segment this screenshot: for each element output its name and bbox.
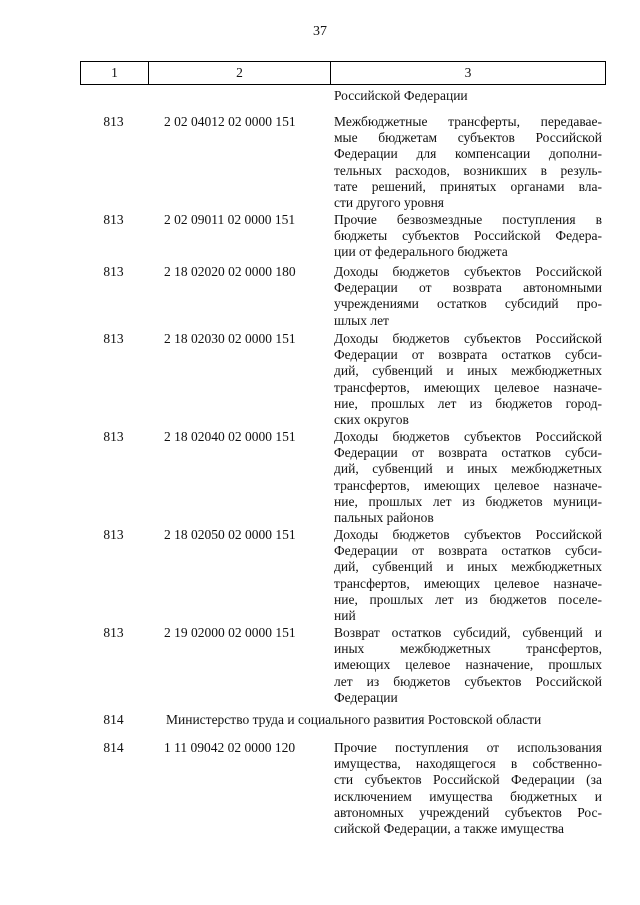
description-line: дий, субвенций и иных межбюджетных	[334, 559, 602, 575]
kbk-code: 2 02 04012 02 0000 151	[164, 114, 296, 129]
admin-code: 813	[103, 114, 124, 129]
description-line: лет из бюджетов субъектов Российской	[334, 673, 602, 689]
description-line: Возврат остатков субсидий, субвенций и	[334, 625, 602, 640]
description-line: дий, субвенций и иных межбюджетных	[334, 363, 602, 379]
ministry-name: Министерство труда и социального развития Ростовской области	[166, 712, 542, 727]
header-col-2: 2	[149, 62, 331, 84]
description-line: Прочие безвозмездные поступления в	[334, 212, 602, 227]
admin-code: 813	[103, 625, 124, 640]
description-line: исключением имущества бюджетных и	[334, 788, 602, 804]
description-line: Доходы бюджетов субъектов Российской	[334, 429, 602, 444]
description-line: Прочие поступления от использования	[334, 740, 602, 755]
description	[334, 740, 602, 837]
description-line: Федерации от возврата автономными	[334, 280, 602, 296]
kbk-code: 2 18 02030 02 0000 151	[164, 331, 296, 346]
description	[334, 212, 602, 261]
description-line: ских округов	[334, 412, 409, 428]
description-line: ние, прошлых лет из бюджетов муници-	[334, 493, 602, 509]
admin-code: 813	[103, 212, 124, 227]
admin-code: 813	[103, 264, 124, 279]
description-line: имущества, находящегося в собственно-	[334, 756, 602, 772]
description-line: ний	[334, 608, 356, 624]
description-line: Доходы бюджетов субъектов Российской	[334, 331, 602, 346]
kbk-code: 2 02 09011 02 0000 151	[164, 212, 296, 227]
kbk-code: 2 18 02050 02 0000 151	[164, 527, 296, 542]
description-line: пальных районов	[334, 510, 434, 526]
description-line: имеющих целевое назначение, прошлых	[334, 657, 602, 673]
description	[334, 429, 602, 526]
description	[334, 331, 602, 428]
admin-code: 813	[103, 331, 124, 346]
description	[334, 625, 602, 706]
table-header	[80, 61, 606, 85]
continued-text: Российской Федерации	[334, 88, 468, 103]
kbk-code: 2 18 02040 02 0000 151	[164, 429, 296, 444]
admin-code: 813	[103, 527, 124, 542]
admin-code: 814	[103, 712, 124, 727]
description-line: Федерации от возврата остатков субси-	[334, 445, 602, 461]
page-number: 37	[313, 24, 327, 39]
description-line: автономных учреждений субъектов Рос-	[334, 804, 602, 820]
description-line: ции от федерального бюджета	[334, 244, 508, 260]
description-line: трансфертов, имеющих целевое назначе-	[334, 477, 602, 493]
header-col-1: 1	[81, 62, 149, 84]
description	[334, 114, 602, 211]
description-line: учреждениями остатков субсидий про-	[334, 296, 602, 312]
description-line: Федерации от возврата остатков субси-	[334, 347, 602, 363]
description-line: тельных расходов, возникших в резуль-	[334, 162, 602, 178]
description-line: Федерации от возврата остатков субси-	[334, 543, 602, 559]
description-line: шлых лет	[334, 312, 389, 328]
description-line: ние, прошлых лет из бюджетов город-	[334, 395, 602, 411]
admin-code: 813	[103, 429, 124, 444]
header-col-3: 3	[464, 65, 472, 80]
description-line: Межбюджетные трансферты, передавае-	[334, 114, 602, 129]
description-line: дий, субвенций и иных межбюджетных	[334, 461, 602, 477]
description-line: Федерации	[334, 689, 398, 705]
admin-code: 814	[103, 740, 124, 755]
kbk-code: 2 19 02000 02 0000 151	[164, 625, 296, 640]
description-line: трансфертов, имеющих целевое назначе-	[334, 379, 602, 395]
description-line: тате решений, принятых органами вла-	[334, 178, 602, 194]
description-line: сти субъектов Российской Федерации (за	[334, 772, 602, 788]
description-line: бюджеты субъектов Российской Федера-	[334, 228, 602, 244]
description-line: трансфертов, имеющих целевое назначе-	[334, 575, 602, 591]
description-line: сти другого уровня	[334, 195, 445, 211]
description	[334, 264, 602, 329]
description	[334, 527, 602, 624]
description-line: сийской Федерации, а также имущества	[334, 821, 564, 837]
kbk-code: 2 18 02020 02 0000 180	[164, 264, 296, 279]
description-line: иных межбюджетных трансфертов,	[334, 641, 602, 657]
description-line: Доходы бюджетов субъектов Российской	[334, 264, 602, 279]
kbk-code: 1 11 09042 02 0000 120	[164, 740, 296, 755]
description-line: мые бюджетам субъектов Российской	[334, 130, 602, 146]
description-line: Доходы бюджетов субъектов Российской	[334, 527, 602, 542]
description-line: ние, прошлых лет из бюджетов поселе-	[334, 591, 602, 607]
description-line: Федерации для компенсации дополни-	[334, 146, 602, 162]
